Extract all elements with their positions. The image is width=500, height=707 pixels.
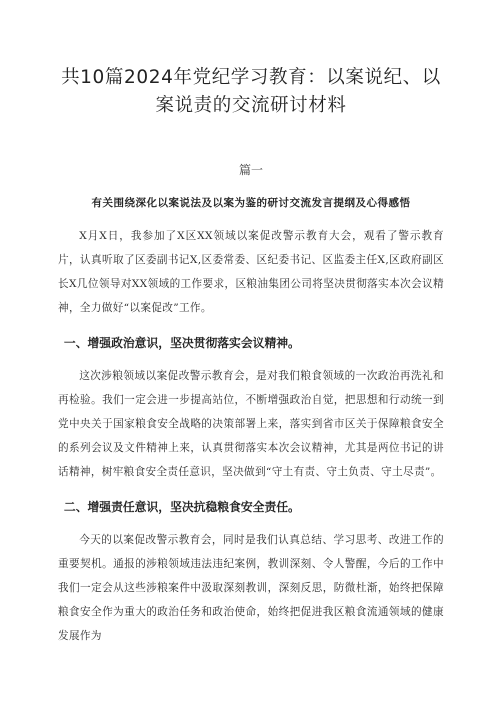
section-heading-2: 二、增强责任意识，坚决抗稳粮食安全责任。 (63, 500, 300, 514)
article-subtitle: 有关围绕深化以案说法及以案为鉴的研讨交流发言提纲及心得感悟 (91, 197, 411, 209)
document-title: 共10篇2024年党纪学习教育：以案说纪、以案说责的交流研讨材料 (61, 67, 441, 116)
section-body-2: 今天的以案促改警示教育会，同时是我们认真总结、学习思考、改进工作的重要契机。通报的涉粮领域违法违纪案例，教训深刻、令人警醒，今后的工作中我们一定会从这些涉粮案件中汲取深刻教训，深刻反思，防微杜渐，始终把保障粮食安全作为重大的政治任务和政治使命，始终把促进我区粮食流通领域的健康发展作为 (58, 534, 444, 642)
piece-label: 篇一 (238, 163, 263, 177)
section-body-1: 这次涉粮领域以案促改警示教育会，是对我们粮食领域的一次政治再洗礼和再检验。我们一定会进一步提高站位，不断增强政治自觉，把思想和行动统一到党中央关于国家粮食安全战略的决策部署上来，落实到省市区关于保障粮食安全的系列会议及文件精神上来，认真贯彻落实本次会议精神，尤其是两位书记的讲话精神，树牢粮食安全责任意识，坚决做到“守土有责、守土负责、守土尽责”。 (58, 370, 444, 478)
section-heading-1: 一、增强政治意识，坚决贯彻落实会议精神。 (63, 336, 300, 350)
intro-paragraph: X月X日，我参加了X区XX领域以案促改警示教育大会，观看了警示教育片，认真听取了区委副书记X,区委常委、区纪委书记、区监委主任X,区政府副区长X几位领导对XX领域的工作要求，区粮油集团公司将坚决贯彻落实本次会议精神，全力做好“以案促改”工作。 (58, 230, 444, 314)
